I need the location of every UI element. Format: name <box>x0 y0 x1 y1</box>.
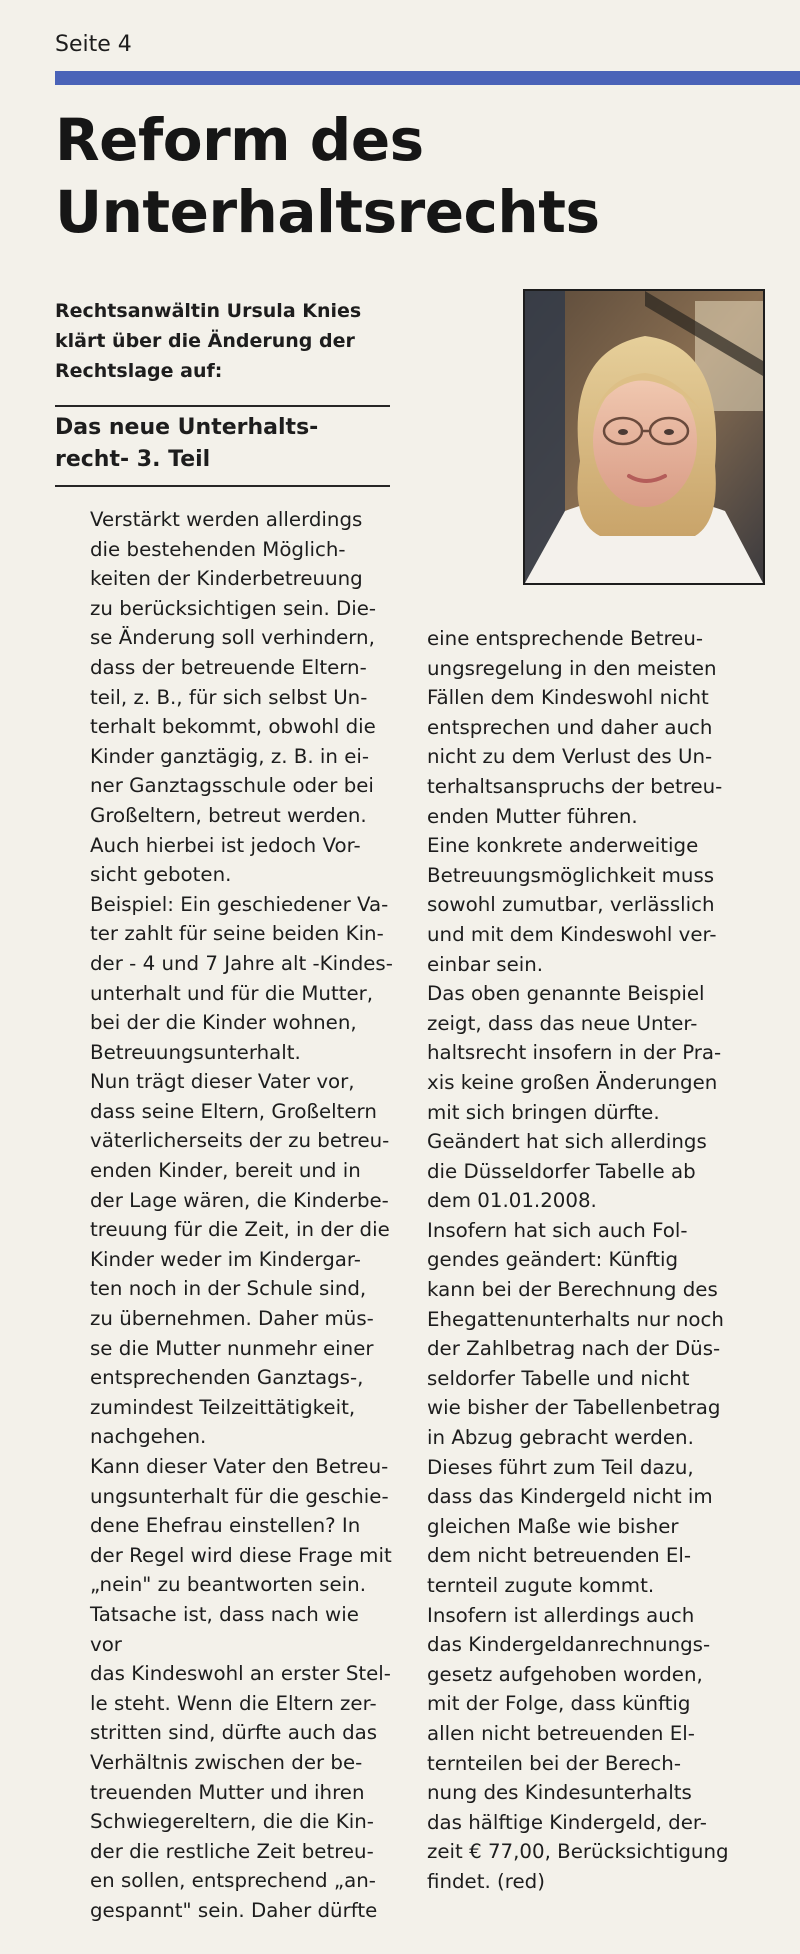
page-number: Seite 4 <box>55 32 132 57</box>
author-portrait-photo <box>523 289 765 585</box>
subheading-bottom-rule <box>55 485 390 487</box>
article-paragraph: Insofern hat sich auch Fol- gendes geändert: Künftig kann bei der Berechnung des Ehegattenunterhalts nur noch der Zahlbetrag nach der Düs- seldorfer Tabelle und nicht wie bisher der Tabellenbetrag in Abzug gebracht werden. Dieses führt zum Teil dazu, dass das Kindergeld nicht im gleichen Maße wie bisher dem nicht betreuenden El- ternteil zugute kommt. <box>427 1218 724 1597</box>
subheading-top-rule <box>55 405 390 407</box>
portrait-illustration <box>525 291 763 583</box>
article-intro: Rechtsanwältin Ursula Knies klärt über die Änderung der Rechtslage auf: <box>55 300 362 382</box>
article-paragraph: Das oben genannte Beispiel zeigt, dass das neue Unter- haltsrecht insofern in der Pra- xis keine großen Änderungen mit sich bringen dürfte. <box>427 982 722 1124</box>
article-paragraph: Beispiel: Ein geschiedener Va- ter zahlt für seine beiden Kin- der - 4 und 7 Jahre alt -Kindes- unterhalt und für die Mutter, bei der die Kinder wohnen, Betreuungsunterhalt. <box>90 892 393 1064</box>
article-paragraph: Insofern ist allerdings auch das Kindergeldanrechnungs- gesetz aufgehoben worden, mit der Folge, dass künftig allen nicht betreuenden El- ternteilen bei der Berech- nung des Kindesunterhalts das hälftige Kindergeld, der- zeit € 77,00, Berücksichtigung findet. (red) <box>427 1603 729 1893</box>
article-paragraph: Verstärkt werden allerdings die bestehenden Möglich- keiten der Kinderbetreuung zu berücksichtigen sein. Die- se Änderung soll verhindern, dass der betreuende Eltern- teil, z. B., für sich selbst Un- terhalt bekommt, obwohl die Kinder ganztägig, z. B. in ei- ner Ganztagsschule oder bei Großeltern, betreut werden. Auch hierbei ist jedoch Vor- sicht geboten. <box>90 508 377 887</box>
article-column-right <box>427 624 797 1897</box>
article-paragraph: Kann dieser Vater den Betreu- ungsunterhalt für die geschie- dene Ehefrau einstellen? In der Regel wird diese Frage mit „nein" zu beantworten sein. Tatsache ist, dass nach wie vor das Kindeswohl an erster Stel- le steht. Wenn die Eltern zer- stritten sind, dürfte auch das Verhältnis zwischen der be- treuenden Mutter und ihren Schwiegereltern, die die Kin- der die restliche Zeit betreu- en sollen, entsprechend „an- gespannt" sein. Daher dürfte <box>90 1455 392 1922</box>
article-column-left <box>90 505 395 1926</box>
article-paragraph: Geändert hat sich allerdings die Düsseldorfer Tabelle ab dem 01.01.2008. <box>427 1130 707 1213</box>
article-paragraph: Eine konkrete anderweitige Betreuungsmöglichkeit muss sowohl zumutbar, verlässlich und mit dem Kindeswohl ver- einbar sein. <box>427 834 717 976</box>
article-headline: Reform des Unterhaltsrechts <box>55 106 600 246</box>
article-paragraph: Nun trägt dieser Vater vor, dass seine Eltern, Großeltern väterlicherseits der zu betreu- enden Kinder, bereit und in der Lage wären, die Kinderbe- treuung für die Zeit, in der die Kinder weder im Kindergar- ten noch in der Schule sind, zu übernehmen. Daher müs- se die Mutter nunmehr einer entsprechenden Ganztags-, zumindest Teilzeittätigkeit, nachgehen. <box>90 1070 390 1449</box>
header-rule <box>55 71 800 85</box>
article-paragraph: eine entsprechende Betreu- ungsregelung in den meisten Fällen dem Kindeswohl nicht entsprechen und daher auch nicht zu dem Verlust des Un- terhaltsanspruchs der betreu- enden Mutter führen. <box>427 627 723 828</box>
article-subheading: Das neue Unterhalts- recht- 3. Teil <box>55 415 319 472</box>
